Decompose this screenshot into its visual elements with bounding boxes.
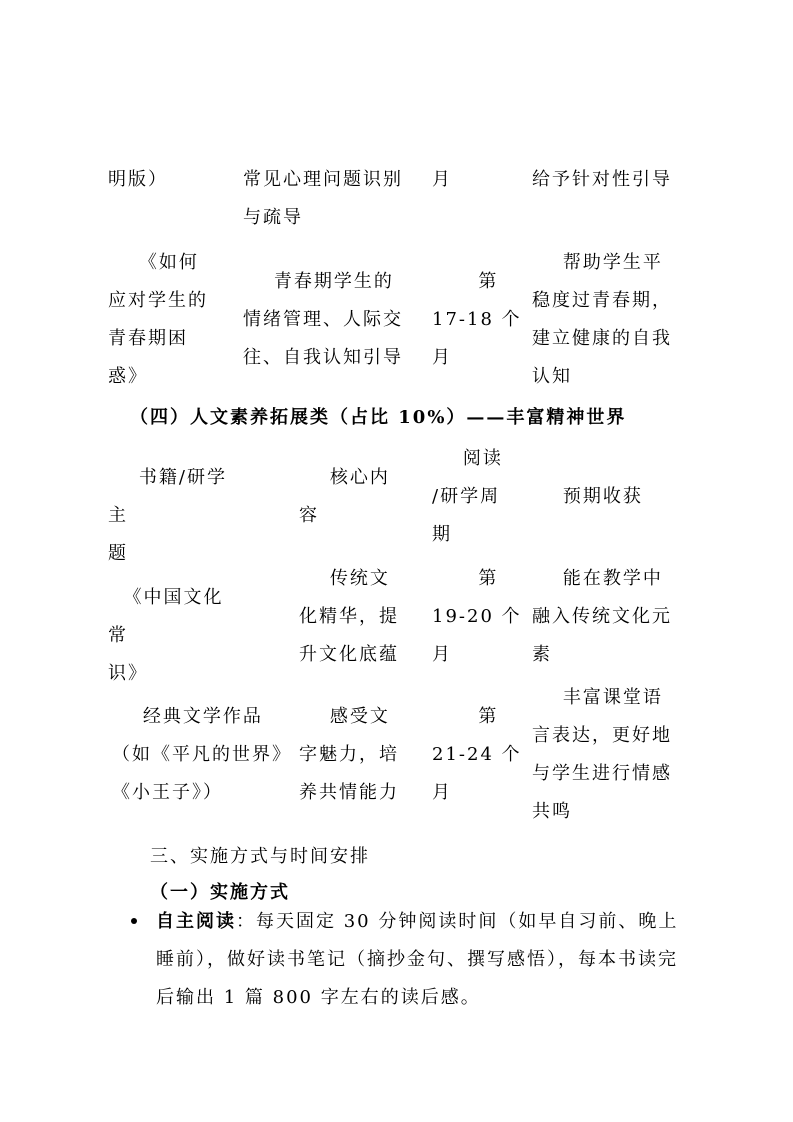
table-cell-period: 第 17-18 个 月 <box>432 271 522 368</box>
table-header-period: 阅读 /研学周 期 <box>432 448 503 545</box>
table-cell-content: 感受文 字魅力，培 养共情能力 <box>299 706 399 803</box>
table-header-book: 书籍/研学主 题 <box>108 467 227 564</box>
section-heading: 三、实施方式与时间安排 <box>150 846 370 867</box>
section-heading: （四）人文素养拓展类（占比 10%）——丰富精神世界 <box>130 407 627 428</box>
bullet-text: ：每天固定 30 分钟阅读时间（如早自习前、晚上睡前），做好读书笔记（摘抄金句、撰写感悟），每本书读完后输出 1 篇 800 字左右的读后感。 <box>156 911 679 1008</box>
table-cell-gain: 能在教学中 融入传统文化元 素 <box>532 568 672 665</box>
bullet-paragraph <box>156 903 696 1017</box>
table-cell-book: 经典文学作品 （如《平凡的世界》 《小王子》） <box>112 706 292 803</box>
bullet-icon <box>131 918 137 924</box>
table-cell-period: 第 19-20 个 月 <box>432 568 522 665</box>
table-cell-period: 月 <box>432 169 452 190</box>
table-cell-gain: 给予针对性引导 <box>532 169 672 190</box>
table-header-gain: 预期收获 <box>532 486 643 507</box>
table-cell-gain: 帮助学生平 稳度过青春期， 建立健康的自我 认知 <box>532 252 672 387</box>
table-cell-content: 青春期学生的 情绪管理、人际交 往、自我认知引导 <box>243 271 403 368</box>
table-cell-content: 常见心理问题识别 与疏导 <box>243 169 403 228</box>
table-cell-book: 《如何 应对学生的 青春期困 惑》 <box>108 252 208 387</box>
table-cell-period: 第 21-24 个 月 <box>432 706 522 803</box>
table-cell-gain: 丰富课堂语 言表达，更好地 与学生进行情感 共鸣 <box>532 687 672 822</box>
bullet-label: 自主阅读 <box>156 911 236 932</box>
table-cell-book: 明版） <box>108 169 168 190</box>
table-header-content: 核心内 容 <box>299 467 390 526</box>
subsection-heading: （一）实施方式 <box>150 882 290 903</box>
table-cell-content: 传统文 化精华，提 升文化底蕴 <box>299 568 399 665</box>
table-cell-book: 《中国文化常 识》 <box>108 587 224 684</box>
